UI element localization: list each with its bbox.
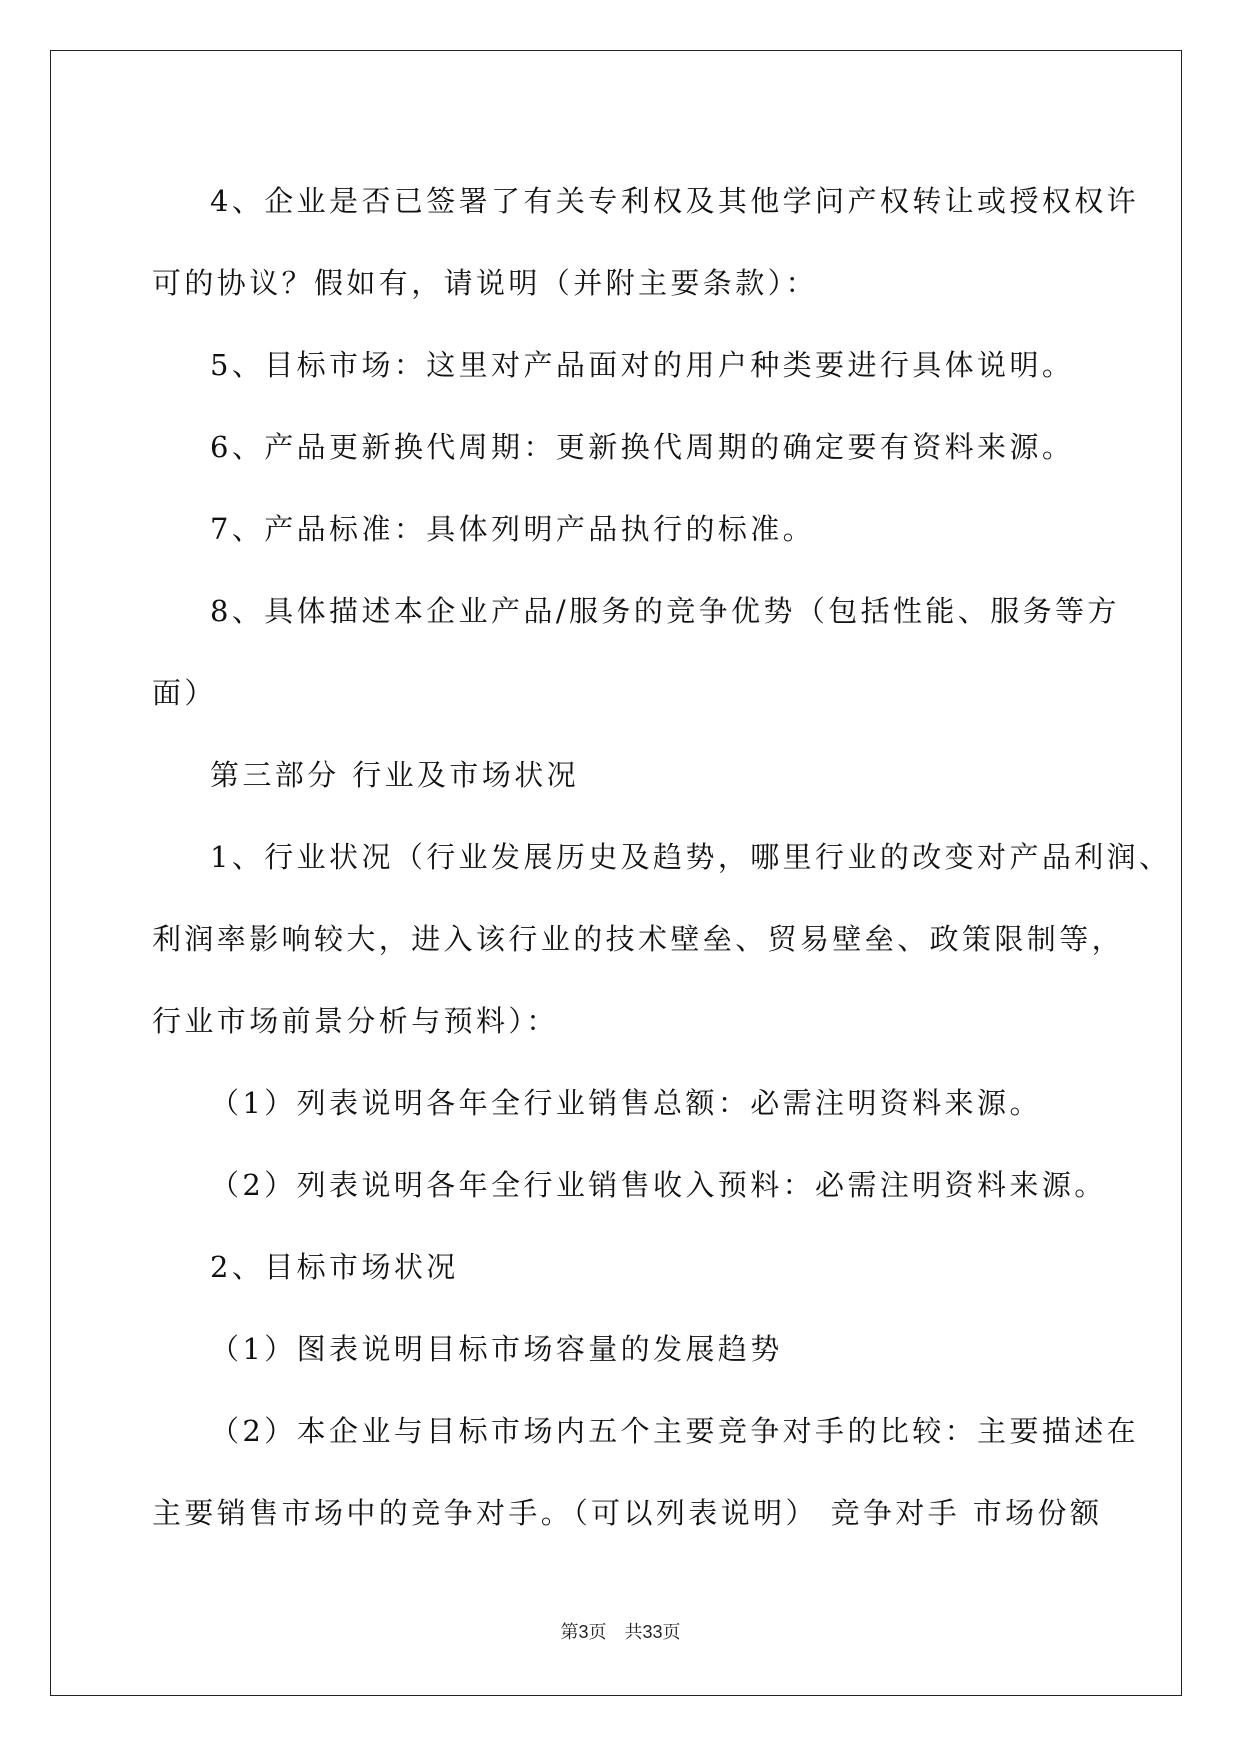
paragraph-line: 5、目标市场：这里对产品面对的用户种类要进行具体说明。: [210, 348, 1075, 382]
paragraph-line: 主要销售市场中的竞争对手。（可以列表说明） 竞争对手 市场份额: [152, 1496, 1103, 1530]
paragraph-line: （1）列表说明各年全行业销售总额：必需注明资料来源。: [210, 1086, 1042, 1120]
paragraph-line: 6、产品更新换代周期：更新换代周期的确定要有资料来源。: [210, 430, 1075, 464]
footer-suffix: 页: [662, 1622, 681, 1643]
paragraph-line: 利润率影响较大，进入该行业的技术壁垒、贸易壁垒、政策限制等，: [152, 922, 1125, 956]
paragraph-line: 可的协议？假如有，请说明（并附主要条款）：: [152, 266, 818, 300]
page-footer: [0, 1618, 1241, 1644]
footer-page-number: 3: [578, 1622, 589, 1642]
footer-mid: 页 共: [588, 1622, 643, 1643]
paragraph-line: 1、行业状况（行业发展历史及趋势，哪里行业的改变对产品利润、: [210, 840, 1172, 874]
paragraph-line: 面）: [152, 676, 217, 710]
section-heading: 第三部分 行业及市场状况: [210, 758, 580, 792]
paragraph-line: （2）本企业与目标市场内五个主要竞争对手的比较：主要描述在: [210, 1414, 1140, 1448]
paragraph-line: 7、产品标准：具体列明产品执行的标准。: [210, 512, 816, 546]
paragraph-line: 2、目标市场状况: [210, 1250, 459, 1284]
paragraph-line: 4、企业是否已签署了有关专利权及其他学问产权转让或授权权许: [210, 184, 1140, 218]
paragraph-line: （2）列表说明各年全行业销售收入预料：必需注明资料来源。: [210, 1168, 1107, 1202]
paragraph-line: 8、具体描述本企业产品/服务的竞争优势（包括性能、服务等方: [210, 594, 1120, 628]
footer-prefix: 第: [560, 1622, 579, 1643]
document-body: [152, 160, 1172, 1554]
footer-total-pages: 33: [642, 1622, 663, 1642]
paragraph-line: （1）图表说明目标市场容量的发展趋势: [210, 1332, 783, 1366]
paragraph-line: 行业市场前景分析与预料）：: [152, 1004, 559, 1038]
